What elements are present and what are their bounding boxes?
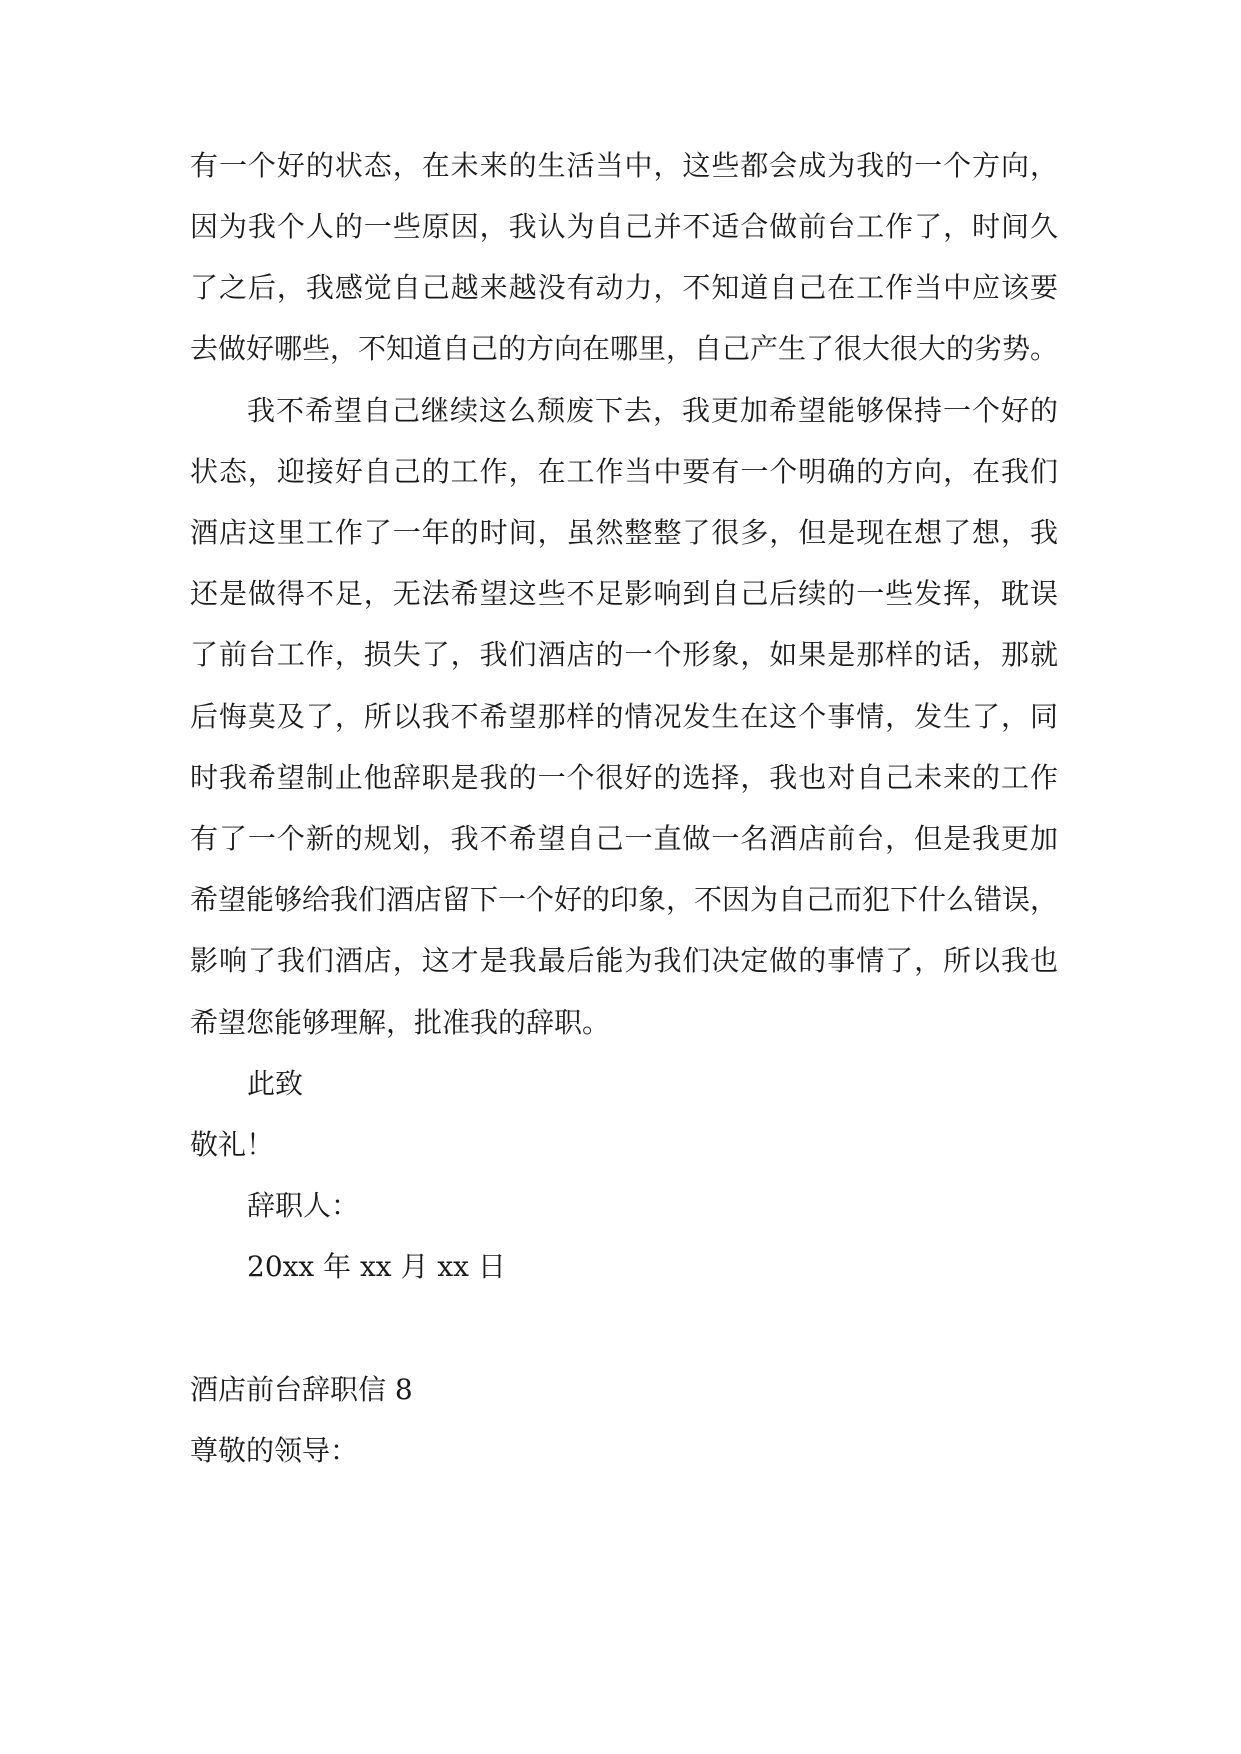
- resigner-label: 辞职人：: [247, 1189, 360, 1222]
- paragraph-1-line-2: 因为我个人的一些原因，我认为自己并不适合做前台工作了，时间久: [190, 210, 1058, 243]
- paragraph-2-line-10: 影响了我们酒店，这才是我最后能为我们决定做的事情了，所以我也: [190, 944, 1058, 977]
- next-letter-greeting: 尊敬的领导：: [190, 1434, 359, 1467]
- paragraph-2-line-2: 状态，迎接好自己的工作，在工作当中要有一个明确的方向，在我们: [190, 455, 1058, 488]
- paragraph-2-line-1: 我不希望自己继续这么颓废下去，我更加希望能够保持一个好的: [247, 394, 1058, 427]
- paragraph-2-line-5: 了前台工作，损失了，我们酒店的一个形象，如果是那样的话，那就: [190, 638, 1058, 671]
- paragraph-2-line-4: 还是做得不足，无法希望这些不足影响到自己后续的一些发挥，耽误: [190, 577, 1058, 610]
- paragraph-2-line-7: 时我希望制止他辞职是我的一个很好的选择，我也对自己未来的工作: [190, 761, 1058, 794]
- paragraph-2-line-11: 希望您能够理解，批准我的辞职。: [190, 1006, 611, 1039]
- closing-salutation: 此致: [247, 1067, 304, 1100]
- paragraph-2-line-3: 酒店这里工作了一年的时间，虽然整整了很多，但是现在想了想，我: [190, 516, 1058, 549]
- paragraph-1-line-1: 有一个好的状态，在未来的生活当中，这些都会成为我的一个方向，: [190, 149, 1058, 182]
- date-line: 20xx 年 xx 月 xx 日: [247, 1250, 506, 1283]
- paragraph-1-line-3: 了之后，我感觉自己越来越没有动力，不知道自己在工作当中应该要: [190, 271, 1058, 304]
- paragraph-2-line-9: 希望能够给我们酒店留下一个好的印象，不因为自己而犯下什么错误，: [190, 883, 1059, 916]
- paragraph-1-line-4: 去做好哪些，不知道自己的方向在哪里，自己产生了很大很大的劣势。: [190, 332, 1059, 365]
- next-letter-title: 酒店前台辞职信 8: [190, 1373, 413, 1406]
- paragraph-2-line-8: 有了一个新的规划，我不希望自己一直做一名酒店前台，但是我更加: [190, 822, 1058, 855]
- paragraph-2-line-6: 后悔莫及了，所以我不希望那样的情况发生在这个事情，发生了，同: [190, 700, 1058, 733]
- closing-regards: 敬礼！: [190, 1128, 275, 1161]
